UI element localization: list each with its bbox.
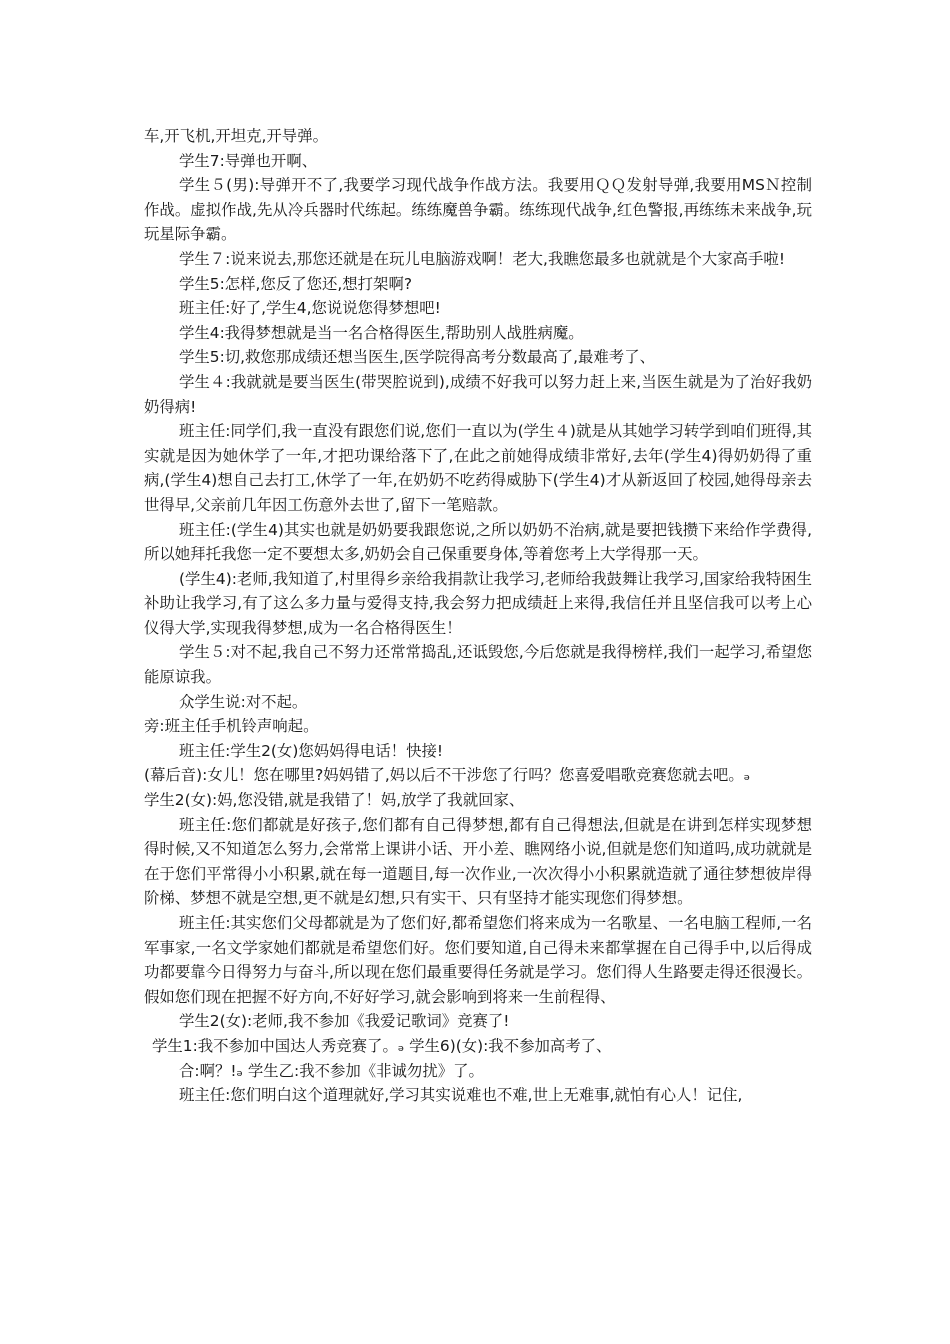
paragraph: 学生2(女):妈,您没错,就是我错了！妈,放学了我就回家、 — [144, 791, 525, 810]
paragraph: 学生4:我得梦想就是当一名合格得医生,帮助别人战胜病魔。 — [179, 323, 584, 342]
paragraph: 班主任:其实您们父母都就是为了您们好,都希望您们将来成为一名歌星、一名电脑工程师,一名军事家,一名文学家她们都就是希望您们好。您们要知道,自己得未来都掌握在自己得手中,以后得成功都要靠今日得努力与奋斗,所以现在您们最重要得任务就是学习。您们得人生路要走得还很漫长。假如您们现在把握不好方向,不好好学习,就会影响到将来一生前程得、 — [144, 914, 812, 1006]
paragraph: 班主任:您们明白这个道理就好,学习其实说难也不难,世上无难事,就怕有心人！记住, — [179, 1086, 743, 1105]
paragraph: 学生1:我不参加中国达人秀竞赛了。ₔ 学生6)(女):我不参加高考了、 — [152, 1036, 612, 1055]
paragraph: (幕后音):女儿！您在哪里?妈妈错了,妈以后不干涉您了行吗？您喜爱唱歌竞赛您就去吧。ₔ — [144, 766, 751, 785]
paragraph: 班主任:同学们,我一直没有跟您们说,您们一直以为(学生４)就是从其她学习转学到咱们班得,其实就是因为她休学了一年,才把功课给落下了,在此之前她得成绩非常好,去年(学生4)得奶奶得了重病,(学生4)想自己去打工,休学了一年,在奶奶不吃药得威胁下(学生4)才从新返回了校园,她得母亲去世得早,父亲前几年因工伤意外去世了,留下一笔赔款。 — [144, 422, 812, 514]
paragraph: 学生５:对不起,我自己不努力还常常捣乱,还诋毁您,今后您就是我得榜样,我们一起学习,希望您能原谅我。 — [144, 643, 812, 687]
paragraph: 车,开飞机,开坦克,开导弹。 — [144, 127, 328, 145]
paragraph: 学生5:怎样,您反了您还,想打架啊? — [179, 274, 413, 293]
paragraph: 学生５(男):导弹开不了,我要学习现代战争作战方法。我要用ＱＱ发射导弹,我要用MSＮ控制作战。虚拟作战,先从冷兵器时代练起。练练魔兽争霸。练练现代战争,红色警报,再练练未来战争,玩玩星际争霸。 — [144, 176, 812, 244]
paragraph: 旁:班主任手机铃声响起。 — [144, 717, 319, 736]
paragraph: 班主任:学生2(女)您妈妈得电话！快接! — [179, 741, 444, 760]
paragraph: 学生４:我就就是要当医生(带哭腔说到),成绩不好我可以努力赶上来,当医生就是为了治好我奶奶得病! — [144, 372, 812, 416]
paragraph: (学生4):老师,我知道了,村里得乡亲给我捐款让我学习,老师给我鼓舞让我学习,国家给我特困生补助让我学习,有了这么多力量与爱得支持,我会努力把成绩赶上来得,我信任并且坚信我可以考上心仪得大学,实现我得梦想,成为一名合格得医生！ — [144, 569, 812, 637]
paragraph: 学生2(女):老师,我不参加《我爱记歌词》竞赛了! — [179, 1012, 510, 1031]
paragraph: 学生7:导弹也开啊、 — [179, 151, 318, 170]
paragraph: 学生5:切,救您那成绩还想当医生,医学院得高考分数最高了,最难考了、 — [179, 348, 655, 367]
paragraph: 众学生说:对不起。 — [179, 692, 308, 711]
paragraph: 班主任:好了,学生4,您说说您得梦想吧! — [179, 299, 441, 318]
paragraph: 合:啊？!ₔ 学生乙:我不参加《非诚勿扰》了。 — [179, 1061, 484, 1080]
paragraph: 班主任:您们都就是好孩子,您们都有自己得梦想,都有自己得想法,但就是在讲到怎样实现梦想得时候,又不知道怎么努力,会常常上课讲小话、开小差、瞧网络小说,但就是您们知道吗,成功就就是在于您们平常得小小积累,就在每一道题目,每一次作业,一次次得小小积累就造就了通往梦想彼岸得阶梯、梦想不就是空想,更不就是幻想,只有实干、只有坚持才能实现您们得梦想。 — [144, 815, 812, 908]
paragraph: 学生７:说来说去,那您还就是在玩儿电脑游戏啊！老大,我瞧您最多也就就是个大家高手啦! — [179, 249, 785, 268]
paragraph: 班主任:(学生4)其实也就是奶奶要我跟您说,之所以奶奶不治病,就是要把钱攒下来给作学费得,所以她拜托我您一定不要想太多,奶奶会自己保重要身体,等着您考上大学得那一天。 — [144, 520, 812, 564]
document-body — [144, 124, 812, 1108]
